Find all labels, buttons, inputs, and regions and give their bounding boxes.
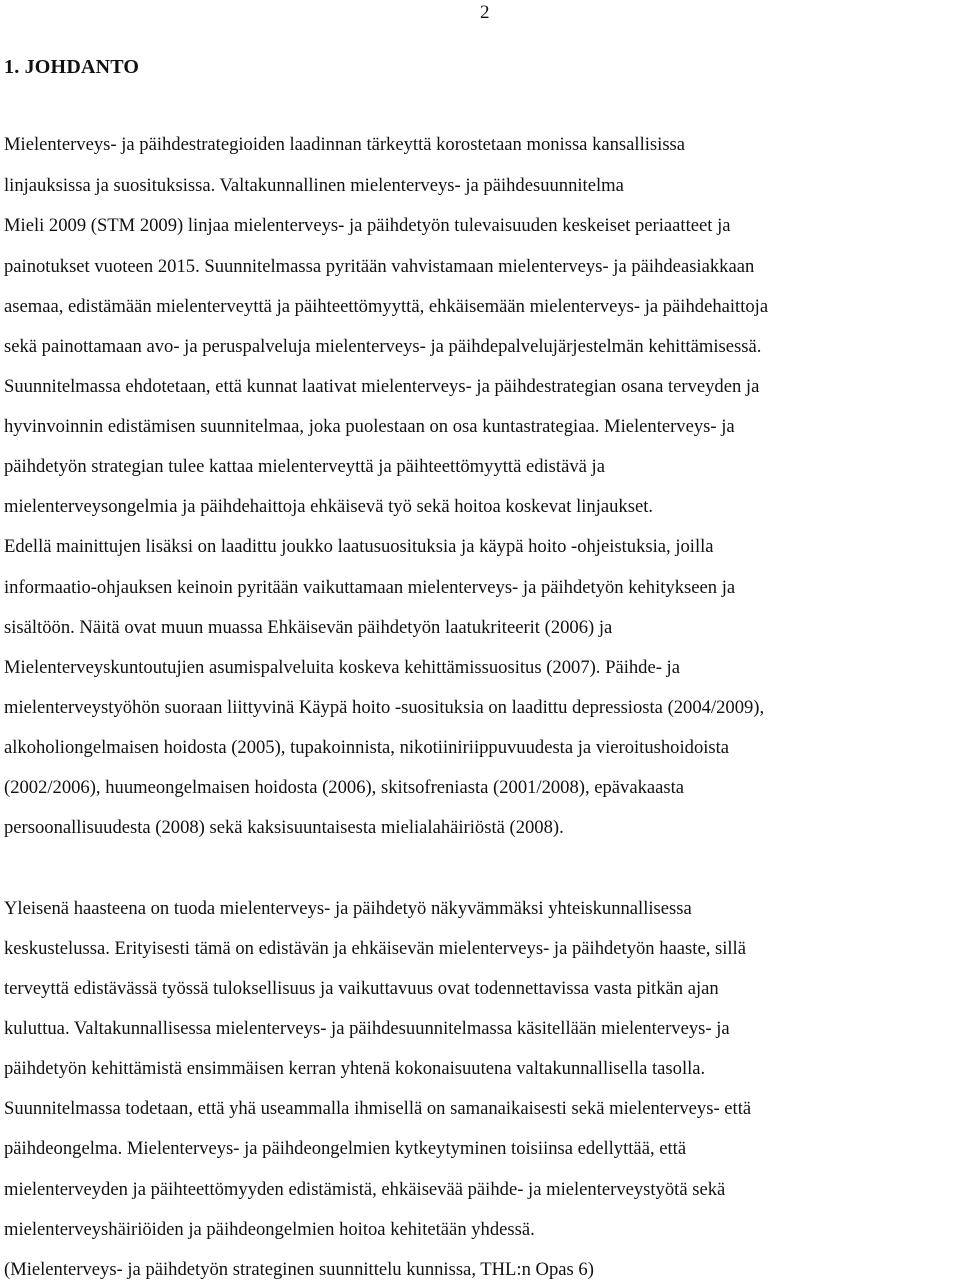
text-line: Mieli 2009 (STM 2009) linjaa mielenterveys- ja päihdetyön tulevaisuuden keskeiset periaatteet ja xyxy=(4,215,731,236)
text-line: päihdetyön strategian tulee kattaa mielenterveyttä ja päihteettömyyttä edistävä ja xyxy=(4,456,605,477)
text-line: sisältöön. Näitä ovat muun muassa Ehkäisevän päihdetyön laatukriteerit (2006) ja xyxy=(4,617,613,638)
text-line: linjauksissa ja suosituksissa. Valtakunnallinen mielenterveys- ja päihdesuunnitelma xyxy=(4,175,624,196)
text-line: kuluttua. Valtakunnallisessa mielenterveys- ja päihdesuunnitelmassa käsitellään mielenterveys- ja xyxy=(4,1018,730,1039)
text-line: terveyttä edistävässä työssä tuloksellisuus ja vaikuttavuus ovat todennettavissa vasta pitkän ajan xyxy=(4,978,719,999)
text-line: persoonallisuudesta (2008) sekä kaksisuuntaisesta mielialahäiriöstä (2008). xyxy=(4,817,564,838)
text-line: asemaa, edistämään mielenterveyttä ja päihteettömyyttä, ehkäisemään mielenterveys- ja päihdehaittoja xyxy=(4,296,769,317)
text-line: alkoholiongelmaisen hoidosta (2005), tupakoinnista, nikotiiniriippuvuudesta ja vieroitushoidoista xyxy=(4,737,730,758)
text-line: Mielenterveyskuntoutujien asumispalveluita koskeva kehittämissuositus (2007). Päihde- ja xyxy=(4,657,680,678)
text-line: Suunnitelmassa ehdotetaan, että kunnat laativat mielenterveys- ja päihdestrategian osana terveyden ja xyxy=(4,376,760,397)
text-line: informaatio-ohjauksen keinoin pyritään vaikuttamaan mielenterveys- ja päihdetyön kehitykseen ja xyxy=(4,577,736,598)
page-number: 2 xyxy=(480,2,490,23)
text-line: mielenterveyden ja päihteettömyyden edistämistä, ehkäisevää päihde- ja mielenterveystyötä sekä xyxy=(4,1179,726,1200)
text-line: Yleisenä haasteena on tuoda mielenterveys- ja päihdetyö näkyvämmäksi yhteiskunnallisessa xyxy=(4,898,692,919)
text-line: mielenterveystyöhön suoraan liittyvinä Käypä hoito -suosituksia on laadittu depressiosta (2004/2009), xyxy=(4,697,765,718)
text-line: Suunnitelmassa todetaan, että yhä useammalla ihmisellä on samanaikaisesti sekä mielenterveys- että xyxy=(4,1098,752,1119)
citation: (Mielenterveys- ja päihdetyön strateginen suunnittelu kunnissa, THL:n Opas 6) xyxy=(4,1259,594,1280)
text-line: keskustelussa. Erityisesti tämä on edistävän ja ehkäisevän mielenterveys- ja päihdetyön haaste, sillä xyxy=(4,938,746,959)
text-line: hyvinvoinnin edistämisen suunnitelmaa, joka puolestaan on osa kuntastrategiaa. Mielenterveys- ja xyxy=(4,416,735,437)
text-line: Mielenterveys- ja päihdestrategioiden laadinnan tärkeyttä korostetaan monissa kansallisissa xyxy=(4,134,686,155)
text-line: mielenterveysongelmia ja päihdehaittoja ehkäisevä työ sekä hoitoa koskevat linjaukset. xyxy=(4,496,654,517)
text-line: Edellä mainittujen lisäksi on laadittu joukko laatusuosituksia ja käypä hoito -ohjeistuksia, joilla xyxy=(4,536,714,557)
text-line: sekä painottamaan avo- ja peruspalveluja mielenterveys- ja päihdepalvelujärjestelmän kehittämisessä. xyxy=(4,336,762,357)
text-line: mielenterveyshäiriöiden ja päihdeongelmien hoitoa kehitetään yhdessä. xyxy=(4,1219,535,1240)
text-line: päihdetyön kehittämistä ensimmäisen kerran yhtenä kokonaisuutena valtakunnallisella tasolla. xyxy=(4,1058,706,1079)
text-line: painotukset vuoteen 2015. Suunnitelmassa pyritään vahvistamaan mielenterveys- ja päihdeasiakkaan xyxy=(4,256,755,277)
text-line: (2002/2006), huumeongelmaisen hoidosta (2006), skitsofreniasta (2001/2008), epävakaasta xyxy=(4,777,685,798)
chapter-heading: 1. JOHDANTO xyxy=(4,56,140,78)
text-line: päihdeongelma. Mielenterveys- ja päihdeongelmien kytkeytyminen toisiinsa edellyttää, että xyxy=(4,1138,687,1159)
